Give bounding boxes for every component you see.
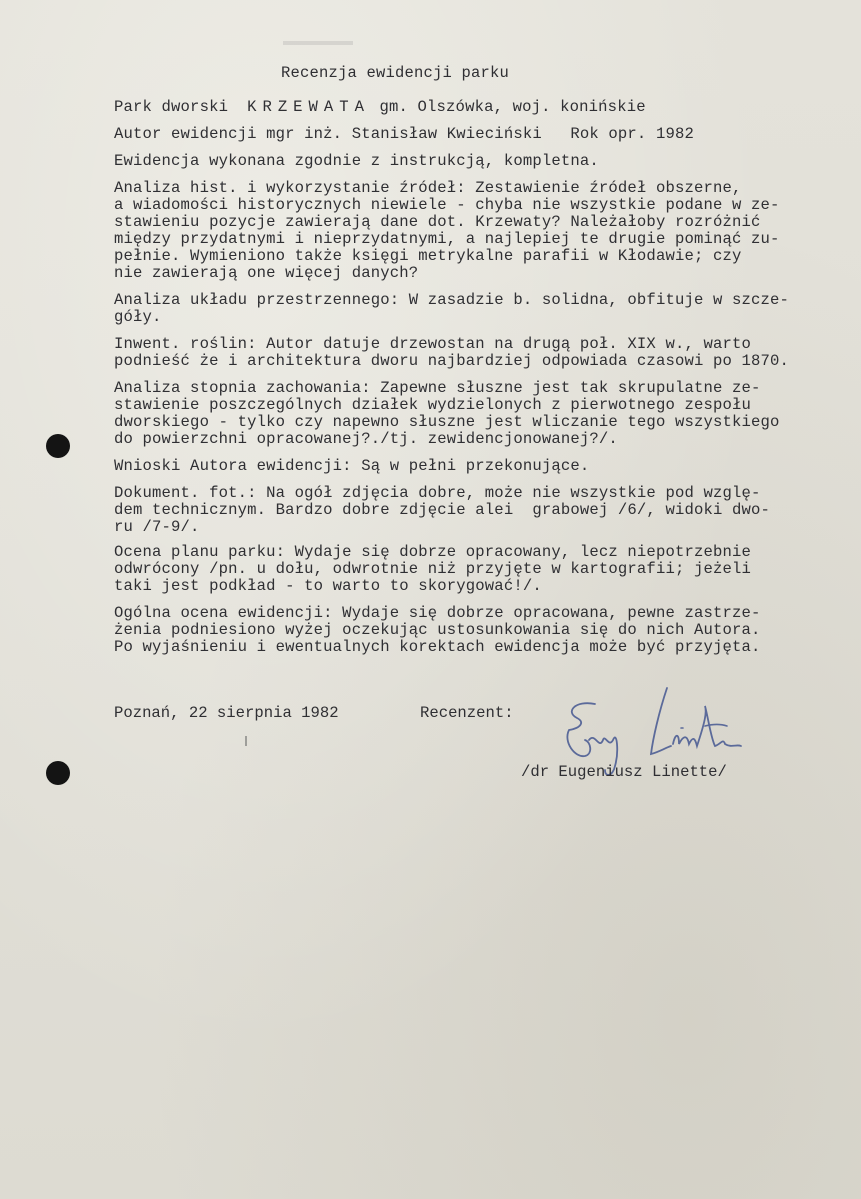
paragraph-plants: Inwent. roślin: Autor datuje drzewostan na drugą poł. XIX w., warto xyxy=(114,335,752,353)
paragraph-history: nie zawierają one więcej danych? xyxy=(114,264,419,282)
punch-hole-bottom xyxy=(46,761,70,785)
paragraph-preservation: Analiza stopnia zachowania: Zapewne słuszne jest tak skrupulatne ze- xyxy=(114,379,761,397)
paragraph-photos: dem technicznym. Bardzo dobre zdjęcie alei grabowej /6/, widoki dwo- xyxy=(114,501,771,519)
paragraph-overall: żenia podniesiono wyżej oczekując ustosunkowania się do nich Autora. xyxy=(114,621,761,639)
paragraph-overall: Ogólna ocena ewidencji: Wydaje się dobrze opracowana, pewne zastrze- xyxy=(114,604,761,622)
paragraph-plants: podnieść że i architektura dworu najbardziej odpowiada czasowi po 1870. xyxy=(114,352,790,370)
paragraph-history: między przydatnymi i nieprzydatnymi, a najlepiej te drugie pominąć zu- xyxy=(114,230,780,248)
paragraph-preservation: do powierzchni opracowanej?./tj. zewidencjonowanej?/. xyxy=(114,430,618,448)
park-header-label: Park dworski xyxy=(114,98,229,116)
park-header-line xyxy=(114,97,646,117)
paragraph-plan: odwrócony /pn. u dołu, odwrotnie niż przyjęte w kartografii; jeżeli xyxy=(114,560,752,578)
paragraph-spatial: Analiza układu przestrzennego: W zasadzie b. solidna, obfituje w szcze- xyxy=(114,291,790,309)
paragraph-history: a wiadomości historycznych niewiele - chyba nie wszystkie podane w ze- xyxy=(114,196,780,214)
park-location: gm. Olszówka, woj. konińskie xyxy=(379,98,646,116)
paragraph-preservation: stawienie poszczególnych działek wydzielonych z pierwotnego zespołu xyxy=(114,396,752,414)
punch-hole-top xyxy=(46,434,70,458)
place-and-date: Poznań, 22 sierpnia 1982 xyxy=(114,704,339,722)
reviewer-name: /dr Eugeniusz Linette/ xyxy=(521,763,727,781)
park-name: KRZEWATA xyxy=(247,98,370,116)
faint-stamp-mark xyxy=(283,38,353,48)
paragraph-history: stawieniu pozycje zawierają dane dot. Krzewaty? Należałoby rozróżnić xyxy=(114,213,761,231)
paragraph-overall: Po wyjaśnieniu i ewentualnych korektach ewidencja może być przyjęta. xyxy=(114,638,761,656)
paragraph-plan: taki jest podkład - to warto to skorygować!/. xyxy=(114,577,542,595)
stray-mark xyxy=(245,736,247,746)
reviewer-label: Recenzent: xyxy=(420,704,514,722)
paragraph-conclusions: Wnioski Autora ewidencji: Są w pełni przekonujące. xyxy=(114,457,590,475)
document-title: Recenzja ewidencji parku xyxy=(281,64,510,82)
paragraph-history: Analiza hist. i wykorzystanie źródeł: Zestawienie źródeł obszerne, xyxy=(114,179,742,197)
completeness-line: Ewidencja wykonana zgodnie z instrukcją, kompletna. xyxy=(114,152,599,170)
paragraph-photos: Dokument. fot.: Na ogół zdjęcia dobre, może nie wszystkie pod wzglę- xyxy=(114,484,761,502)
paragraph-preservation: dworskiego - tylko czy napewno słuszne jest wliczanie tego wszystkiego xyxy=(114,413,780,431)
author-line: Autor ewidencji mgr inż. Stanisław Kwieciński Rok opr. 1982 xyxy=(114,125,694,143)
paragraph-photos: ru /7-9/. xyxy=(114,518,200,536)
paragraph-spatial: góły. xyxy=(114,308,162,326)
paragraph-history: pełnie. Wymieniono także księgi metrykalne parafii w Kłodawie; czy xyxy=(114,247,742,265)
paragraph-plan: Ocena planu parku: Wydaje się dobrze opracowany, lecz niepotrzebnie xyxy=(114,543,752,561)
